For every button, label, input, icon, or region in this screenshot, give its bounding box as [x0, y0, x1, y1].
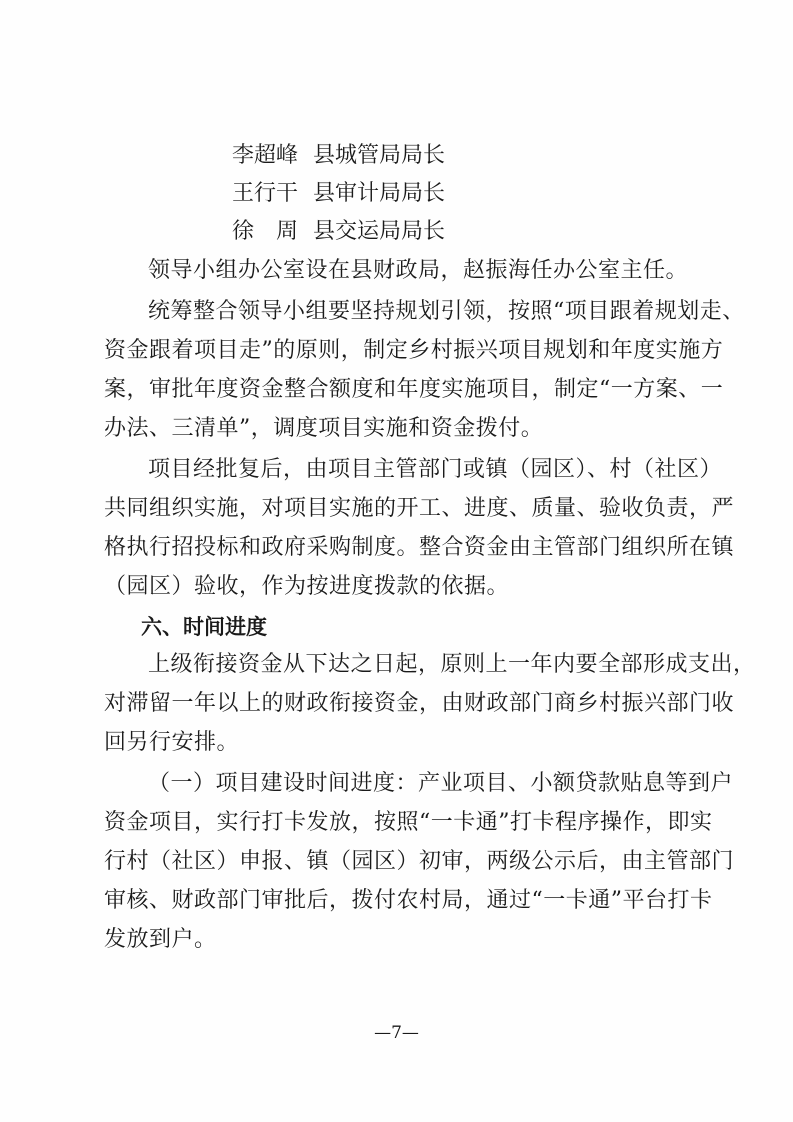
construction-paragraph-line: 发放到户。 — [104, 927, 217, 952]
implementation-paragraph-line: （园区）验收，作为按进度拨款的依据。 — [104, 574, 510, 599]
member-role: 县审计局局长 — [313, 181, 446, 206]
member-entry — [232, 141, 445, 171]
office-paragraph-line: 领导小组办公室设在县财政局，赵振海任办公室主任。 — [148, 258, 689, 283]
member-role: 县交运局局长 — [313, 219, 446, 244]
schedule-paragraph-line: 上级衔接资金从下达之日起，原则上一年内要全部形成支出， — [148, 652, 756, 677]
leading-group-paragraph-line: 统筹整合领导小组要坚持规划引领，按照“项目跟着规划走、 — [148, 299, 745, 324]
implementation-paragraph-line: 共同组织实施，对项目实施的开工、进度、质量、验收负责，严 — [104, 496, 735, 521]
construction-paragraph-line: 资金项目，实行打卡发放，按照“一卡通”打卡程序操作，即实 — [104, 810, 713, 835]
schedule-paragraph-line: 回另行安排。 — [104, 730, 240, 755]
leading-group-paragraph-line: 办法、三清单”，调度项目实施和资金拨付。 — [104, 416, 544, 441]
construction-paragraph-line: （一）项目建设时间进度：产业项目、小额贷款贴息等到户 — [148, 771, 734, 796]
implementation-paragraph-line: 格执行招投标和政府采购制度。整合资金由主管部门组织所在镇 — [104, 535, 735, 560]
member-entry — [232, 217, 445, 247]
schedule-paragraph-line: 对滞留一年以上的财政衔接资金，由财政部门商乡村振兴部门收 — [104, 691, 735, 716]
member-role: 县城管局局长 — [313, 143, 446, 168]
member-name: 王行干 — [232, 181, 299, 206]
leading-group-paragraph-line: 案，审批年度资金整合额度和年度实施项目，制定“一方案、一 — [104, 377, 724, 402]
section-heading: 六、时间进度 — [141, 615, 267, 639]
member-entry — [232, 179, 445, 209]
leading-group-paragraph-line: 资金跟着项目走”的原则，制定乡村振兴项目规划和年度实施方 — [104, 338, 724, 363]
member-name: 徐 周 — [232, 219, 299, 244]
construction-paragraph-line: 审核、财政部门审批后，拨付农村局，通过“一卡通”平台打卡 — [104, 888, 713, 913]
construction-paragraph-line: 行村（社区）申报、镇（园区）初审，两级公示后，由主管部门 — [104, 849, 735, 874]
implementation-paragraph-line: 项目经批复后，由项目主管部门或镇（园区）、村（社区） — [148, 457, 723, 482]
member-name: 李超峰 — [232, 143, 299, 168]
page-number: —7— — [374, 1023, 419, 1043]
